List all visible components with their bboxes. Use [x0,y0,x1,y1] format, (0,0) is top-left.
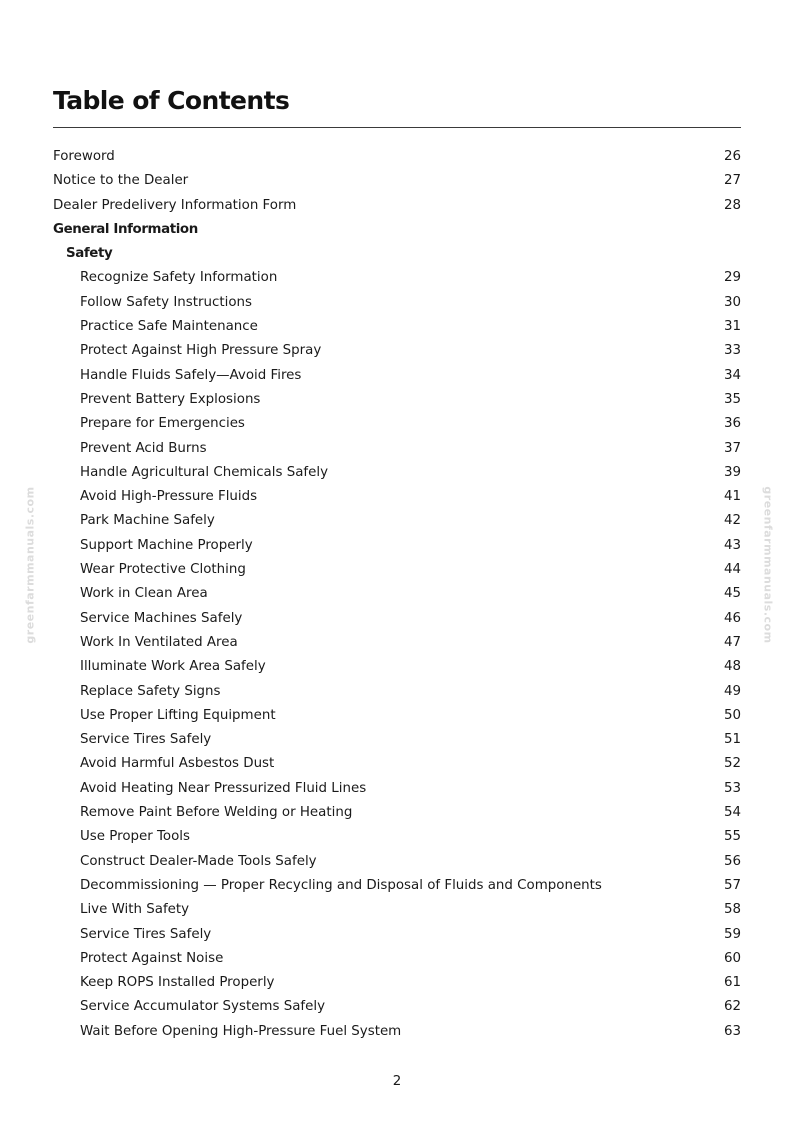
toc-entry-page-number: 59 [723,926,741,942]
toc-entry[interactable] [53,412,741,436]
toc-entry-page-number: 35 [723,391,741,407]
toc-entry[interactable] [53,266,741,290]
toc-entry[interactable] [53,971,741,995]
toc-entry[interactable] [53,995,741,1019]
toc-entry-label: Protect Against Noise [80,950,224,966]
toc-entry-page-number: 43 [723,537,741,553]
toc-entry-page-number: 53 [723,780,741,796]
toc-entry-page-number: 60 [723,950,741,966]
toc-entry-label: Keep ROPS Installed Properly [80,975,275,991]
toc-entry[interactable] [53,509,741,533]
toc-entry-page-number: 61 [723,975,741,991]
toc-entry-page-number: 37 [723,440,741,456]
toc-entry-label: Decommissioning — Proper Recycling and Disposal of Fluids and Components [80,877,602,893]
toc-entry-page-number: 62 [723,999,741,1015]
toc-entry-label: Protect Against High Pressure Spray [80,343,322,359]
toc-entry-label: Handle Agricultural Chemicals Safely [80,464,329,480]
toc-entry[interactable] [53,169,741,193]
title-divider [53,127,741,128]
toc-entry[interactable] [53,850,741,874]
toc-entry-label: Safety [66,246,113,262]
toc-entry[interactable] [53,437,741,461]
toc-entry-label: Wait Before Opening High-Pressure Fuel System [80,1023,402,1039]
toc-entry-page-number: 30 [723,294,741,310]
toc-entry-label: Practice Safe Maintenance [80,319,258,335]
table-of-contents [53,145,741,1044]
toc-entry-label: Work in Clean Area [80,586,208,602]
toc-entry-label: Dealer Predelivery Information Form [53,197,297,213]
toc-entry-label: Wear Protective Clothing [80,562,246,578]
toc-entry[interactable] [53,582,741,606]
toc-entry-label: Construct Dealer-Made Tools Safely [80,853,317,869]
toc-entry[interactable] [53,704,741,728]
toc-entry-page-number: 49 [723,683,741,699]
toc-entry-label: Notice to the Dealer [53,173,189,189]
page-title: Table of Contents [53,86,290,115]
toc-entry-label: Park Machine Safely [80,513,215,529]
toc-entry-label: General Information [53,221,198,237]
toc-entry-label: Recognize Safety Information [80,270,278,286]
toc-entry-label: Prevent Acid Burns [80,440,207,456]
page-number: 2 [392,1074,402,1089]
toc-entry-page-number: 41 [723,489,741,505]
toc-entry-page-number: 63 [723,1023,741,1039]
toc-entry-label: Prepare for Emergencies [80,416,245,432]
toc-entry-label: Use Proper Tools [80,829,191,845]
toc-entry-label: Handle Fluids Safely—Avoid Fires [80,367,302,383]
toc-entry-label: Avoid High-Pressure Fluids [80,489,258,505]
toc-entry-page-number: 58 [723,902,741,918]
toc-entry-page-number: 29 [723,270,741,286]
toc-entry[interactable] [53,315,741,339]
toc-entry-page-number: 54 [723,805,741,821]
toc-heading [53,218,741,242]
toc-entry-page-number: 56 [723,853,741,869]
toc-entry[interactable] [53,728,741,752]
toc-entry-label: Live With Safety [80,902,190,918]
toc-entry-label: Service Tires Safely [80,732,212,748]
watermark-left: greenfarmmanuals.com [23,486,37,644]
toc-entry[interactable] [53,364,741,388]
toc-entry-page-number: 50 [723,707,741,723]
toc-entry-page-number: 48 [723,659,741,675]
toc-entry[interactable] [53,947,741,971]
toc-entry[interactable] [53,801,741,825]
toc-entry-label: Work In Ventilated Area [80,634,238,650]
toc-entry-label: Illuminate Work Area Safely [80,659,266,675]
toc-entry-page-number: 45 [723,586,741,602]
toc-entry[interactable] [53,339,741,363]
toc-heading [53,242,741,266]
toc-entry[interactable] [53,1020,741,1044]
toc-entry-page-number: 55 [723,829,741,845]
toc-entry[interactable] [53,898,741,922]
toc-entry-label: Prevent Battery Explosions [80,391,261,407]
toc-entry-label: Replace Safety Signs [80,683,221,699]
toc-entry-page-number: 28 [723,197,741,213]
toc-entry[interactable] [53,752,741,776]
watermark-right: greenfarmmanuals.com [761,486,775,644]
toc-entry-label: Service Tires Safely [80,926,212,942]
toc-entry[interactable] [53,145,741,169]
toc-entry-label: Remove Paint Before Welding or Heating [80,805,353,821]
toc-entry-page-number: 52 [723,756,741,772]
toc-entry[interactable] [53,607,741,631]
toc-entry-page-number: 34 [723,367,741,383]
toc-entry-label: Use Proper Lifting Equipment [80,707,276,723]
toc-entry[interactable] [53,631,741,655]
toc-entry-label: Service Machines Safely [80,610,243,626]
toc-entry-label: Support Machine Properly [80,537,253,553]
toc-entry[interactable] [53,291,741,315]
toc-entry[interactable] [53,874,741,898]
toc-entry-page-number: 51 [723,732,741,748]
toc-entry[interactable] [53,558,741,582]
toc-entry-label: Foreword [53,149,115,164]
toc-entry-label: Service Accumulator Systems Safely [80,999,326,1015]
toc-entry-page-number: 47 [723,634,741,650]
toc-entry-page-number: 44 [723,562,741,578]
toc-entry-label: Avoid Heating Near Pressurized Fluid Lines [80,780,367,796]
toc-entry[interactable] [53,194,741,218]
toc-entry-page-number: 27 [723,173,741,189]
toc-entry[interactable] [53,388,741,412]
toc-entry-page-number: 36 [723,416,741,432]
toc-entry[interactable] [53,534,741,558]
toc-entry[interactable] [53,825,741,849]
toc-entry-page-number: 42 [723,513,741,529]
toc-entry[interactable] [53,680,741,704]
toc-entry-label: Avoid Harmful Asbestos Dust [80,756,275,772]
toc-entry[interactable] [53,777,741,801]
toc-entry-page-number: 46 [723,610,741,626]
toc-entry-page-number: 33 [723,343,741,359]
toc-entry-page-number: 31 [723,319,741,335]
toc-entry[interactable] [53,461,741,485]
toc-entry-page-number: 26 [723,149,741,164]
toc-entry[interactable] [53,485,741,509]
toc-entry[interactable] [53,923,741,947]
toc-entry-label: Follow Safety Instructions [80,294,252,310]
toc-entry-page-number: 57 [723,877,741,893]
toc-entry[interactable] [53,655,741,679]
toc-entry-page-number: 39 [723,464,741,480]
